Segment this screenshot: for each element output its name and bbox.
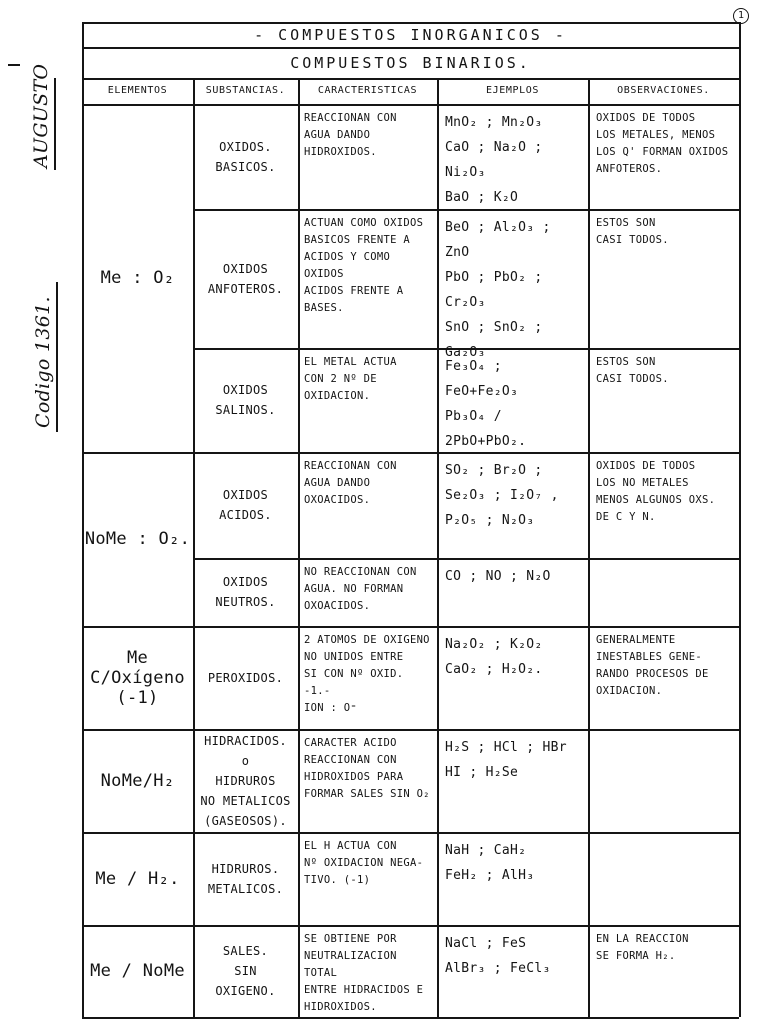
substance-cell: SALES. SIN OXIGENO. xyxy=(215,944,276,998)
title-bottom-border xyxy=(82,47,739,49)
substance-cell: PEROXIDOS. xyxy=(207,670,284,685)
element-group-label: Me / NoMe xyxy=(90,961,185,981)
substance-cell: OXIDOS ANFOTEROS. xyxy=(207,261,284,296)
element-group-label: Me : O₂ xyxy=(100,268,175,288)
element-group-label: Me / H₂. xyxy=(95,868,180,889)
characteristics-cell: 2 ATOMOS DE OXIGENO NO UNIDOS ENTRE SI CON Nº OXID. -1.- ION : O⁼ xyxy=(304,634,430,714)
margin-name: AUGUSTO xyxy=(30,63,52,168)
examples-cell: BeO ; Al₂O₃ ; ZnO PbO ; PbO₂ ; Cr₂O₃ SnO ; SnO₂ ; Ga₂O₃ xyxy=(445,220,551,360)
group-divider xyxy=(82,1017,739,1019)
characteristics-cell: CARACTER ACIDO REACCIONAN CON HIDROXIDOS PARA FORMAR SALES SIN O₂ xyxy=(304,737,430,800)
characteristics-cell: REACCIONAN CON AGUA DANDO OXOACIDOS. xyxy=(304,460,397,506)
examples-cell: H₂S ; HCl ; HBr HI ; H₂Se xyxy=(445,740,567,780)
observations-cell: OXIDOS DE TODOS LOS METALES, MENOS LOS Q' FORMAN OXIDOS ANFOTEROS. xyxy=(596,112,729,175)
observations-cell: OXIDOS DE TODOS LOS NO METALES MENOS ALGUNOS OXS. DE C Y N. xyxy=(596,460,716,523)
observations-cell: GENERALMENTE INESTABLES GENE- RANDO PROCESOS DE OXIDACION. xyxy=(596,634,709,697)
substance-cell: OXIDOS NEUTROS. xyxy=(215,575,276,609)
characteristics-cell: EL H ACTUA CON Nº OXIDACION NEGA- TIVO. (-1) xyxy=(304,840,424,886)
observations-cell: ESTOS SON CASI TODOS. xyxy=(596,356,669,385)
element-group-label: Me C/Oxígeno (-1) xyxy=(90,647,185,708)
observations-cell xyxy=(590,834,737,923)
substance-cell: HIDRACIDOS. o HIDRUROS NO METALICOS (GASEOSOS). xyxy=(200,733,291,828)
table-top-border xyxy=(82,22,739,24)
compounds-table xyxy=(82,22,739,1017)
examples-cell: SO₂ ; Br₂O ; Se₂O₃ ; I₂O₇ , P₂O₅ ; N₂O₃ xyxy=(445,463,559,528)
header-substances: SUBSTANCIAS. xyxy=(205,85,286,96)
characteristics-cell: EL METAL ACTUA CON 2 Nº DE OXIDACION. xyxy=(304,356,397,402)
characteristics-cell: NO REACCIONAN CON AGUA. NO FORMAN OXOACIDOS. xyxy=(304,566,417,612)
table-right-border xyxy=(739,22,741,1017)
header-elements: ELEMENTOS xyxy=(107,85,168,96)
margin-code-underline xyxy=(56,282,58,432)
table-title: - COMPUESTOS INORGANICOS - xyxy=(254,26,567,44)
examples-cell: Na₂O₂ ; K₂O₂ CaO₂ ; H₂O₂. xyxy=(445,637,543,677)
characteristics-cell: ACTUAN COMO OXIDOS BASICOS FRENTE A ACIDOS Y COMO OXIDOS ACIDOS FRENTE A BASES. xyxy=(304,217,424,314)
page-number-badge: 1 xyxy=(733,8,749,24)
header-observations: OBSERVACIONES. xyxy=(617,85,710,96)
header-characteristics: CARACTERISTICAS xyxy=(317,85,418,96)
substance-cell: HIDRUROS. METALICOS. xyxy=(207,861,284,896)
header-examples: EJEMPLOS xyxy=(486,85,539,96)
characteristics-cell: REACCIONAN CON AGUA DANDO HIDROXIDOS. xyxy=(304,112,397,158)
examples-cell: NaH ; CaH₂ FeH₂ ; AlH₃ xyxy=(445,843,535,883)
substance-cell: OXIDOS. BASICOS. xyxy=(215,139,276,174)
examples-cell: NaCl ; FeS AlBr₃ ; FeCl₃ xyxy=(445,936,551,976)
observations-cell xyxy=(590,560,737,624)
substance-cell: OXIDOS ACIDOS. xyxy=(219,488,272,522)
element-group-label: NoMe : O₂. xyxy=(84,529,191,549)
examples-cell: Fe₃O₄ ; FeO+Fe₂O₃ Pb₃O₄ / 2PbO+PbO₂. xyxy=(445,359,527,449)
examples-cell: MnO₂ ; Mn₂O₃ CaO ; Na₂O ; Ni₂O₃ BaO ; K₂O xyxy=(445,115,543,205)
observations-cell: EN LA REACCION SE FORMA H₂. xyxy=(596,933,689,962)
examples-cell: CO ; NO ; N₂O xyxy=(445,569,551,584)
observations-cell xyxy=(590,731,737,830)
margin-dash xyxy=(8,64,20,66)
subtitle-bottom-border xyxy=(82,78,739,80)
characteristics-cell: SE OBTIENE POR NEUTRALIZACION TOTAL ENTRE HIDRACIDOS E HIDROXIDOS. xyxy=(304,933,424,1013)
observations-cell: ESTOS SON CASI TODOS. xyxy=(596,217,669,246)
element-group-label: NoMe/H₂ xyxy=(100,770,175,791)
substance-cell: OXIDOS SALINOS. xyxy=(215,383,276,417)
margin-name-underline xyxy=(54,78,56,170)
table-subtitle: COMPUESTOS BINARIOS. xyxy=(290,54,531,72)
margin-code: Codigo 1361. xyxy=(32,296,54,428)
